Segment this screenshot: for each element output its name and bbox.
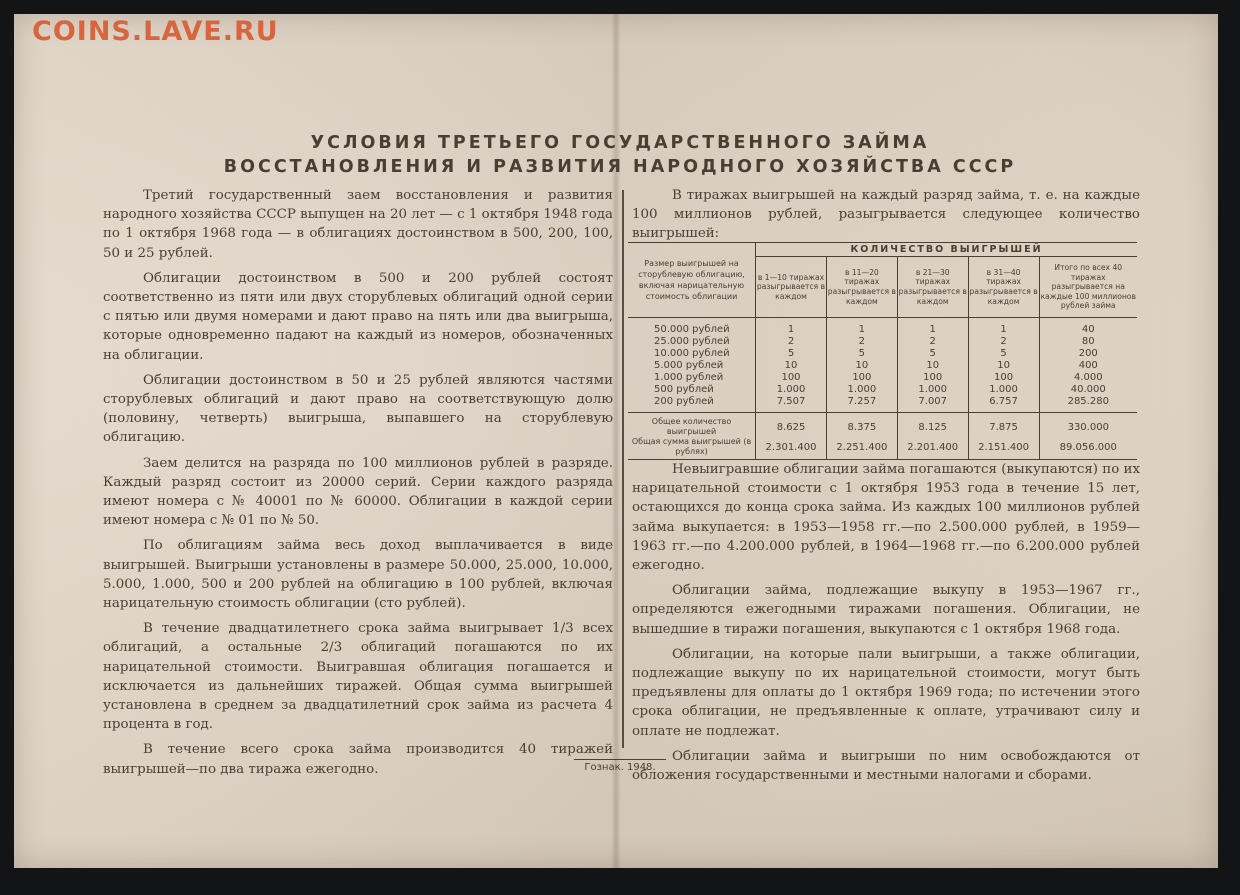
table-cell: 1.000 — [897, 384, 968, 396]
total-count-label: Общее количество выигрышей — [651, 417, 732, 436]
paragraph: Облигации, на которые пали выигрыши, а также облигации, подлежащие выкупу по их нарицательной стоимости, могут быть предъявлены для оплаты до 1 октября 1969 года; по истечении этого срока облигации, не предъявленные к оплате, утрачивают силу и оплате не подлежат. — [632, 646, 1140, 739]
table-cell: 2 — [968, 336, 1039, 348]
table-cell: 80 — [1039, 336, 1137, 348]
paragraph: В тиражах выигрышей на каждый разряд займа, т. е. на каждые 100 миллионов рублей, разыгрывается следующее количество выигрышей: — [632, 188, 1140, 242]
table-cell: 1 — [826, 318, 897, 337]
table-cell: 7.257 — [826, 396, 897, 413]
paragraph: Облигации займа и выигрыши по ним освобождаются от обложения государственными и местными налогами и сборами. — [632, 748, 1140, 784]
table-cell: 2.251.400 — [826, 437, 897, 460]
table-cell: 40.000 — [1039, 384, 1137, 396]
table-cell: 10 — [897, 360, 968, 372]
table-header-col: в 1—10 тиражах разыгрывается в каждом — [756, 257, 827, 318]
paragraph: В течение всего срока займа производится 40 тиражей выигрышей—по два тиража ежегодно. — [103, 742, 613, 777]
table-header-group: КОЛИЧЕСТВО ВЫИГРЫШЕЙ — [756, 243, 1137, 257]
table-cell: 330.000 — [1039, 413, 1137, 438]
table-cell: 25.000 рублей — [654, 336, 730, 347]
table-cell: 10 — [968, 360, 1039, 372]
table-cell: 7.875 — [968, 413, 1039, 438]
table-row — [628, 396, 1137, 413]
table-cell: 10.000 рублей — [654, 348, 730, 359]
printer-imprint-text: Гознак. 1948. — [574, 759, 665, 773]
table-cell: 400 — [1039, 360, 1137, 372]
paragraph: По облигациям займа весь доход выплачивается в виде выигрышей. Выигрыши установлены в размере 50.000, 25.000, 10.000, 5.000, 1.000, 500 и 200 рублей на облигацию в 100 рублей, включая нарицательную стоимость облигации (сто рублей). — [103, 538, 613, 612]
table-cell: 285.280 — [1039, 396, 1137, 413]
paragraph: Облигации достоинством в 500 и 200 рублей состоят соответственно из пяти или двух сторублевых облигаций одной серии с пятью или двумя номерами и дают право на пять или два выигрыша, которые одновременно падают на каждый из номеров, обозначенных на облигации. — [103, 270, 613, 363]
page-title-line-1: УСЛОВИЯ ТРЕТЬЕГО ГОСУДАРСТВЕННОГО ЗАЙМА — [310, 133, 930, 153]
table-cell: 100 — [756, 372, 827, 384]
table-cell: 1 — [756, 318, 827, 337]
table-cell: 40 — [1039, 318, 1137, 337]
column-divider — [622, 190, 624, 748]
paragraph: Невыигравшие облигации займа погашаются (выкупаются) по их нарицательной стоимости с 1 октября 1953 года в течение 15 лет, остающихся до конца срока займа. Из каждых 100 миллионов рублей займа выкупается: в 1953—1958 гг.—по 2.500.000 рублей, в 1959—1963 гг.—по 4.200.000 рублей, в 1964—1968 гг.—по 6.200.000 рублей ежегодно. — [632, 462, 1141, 574]
table-cell: 200 рублей — [628, 396, 756, 413]
table-cell: 1.000 рублей — [654, 372, 724, 383]
table-header-col: в 31—40 тиражах разыгрывается в каждом — [968, 257, 1039, 318]
table-cell: 100 — [968, 372, 1039, 384]
paragraph: Облигации займа, подлежащие выкупу в 1953—1967 гг., определяются ежегодными тиражами погашения. Облигации, не вышедшие в тиражи погашения, выкупаются с 1 октября 1968 года. — [632, 583, 1140, 637]
table-cell: 10 — [826, 360, 897, 372]
table-cell: 2 — [826, 336, 897, 348]
table-cell: 1.000 — [756, 384, 827, 396]
table-cell: 1 — [968, 318, 1039, 337]
table-cell: 200 — [1039, 348, 1137, 360]
table-total-row — [628, 413, 1137, 438]
table-cell: 100 — [897, 372, 968, 384]
table-cell: 5 — [897, 348, 968, 360]
table-cell: 2.201.400 — [897, 437, 968, 460]
site-watermark: COINS.LAVE.RU — [32, 16, 279, 47]
table-row — [628, 336, 1137, 348]
table-cell: 1 — [897, 318, 968, 337]
table-header-col: в 21—30 тиражах разыгрывается в каждом — [897, 257, 968, 318]
printer-imprint — [0, 762, 1240, 773]
table-cell: 2.301.400 — [756, 437, 827, 460]
table-cell: 2 — [756, 336, 827, 348]
left-column — [103, 186, 613, 785]
table-cell: 5.000 рублей — [654, 360, 724, 371]
table-cell: 4.000 — [1039, 372, 1137, 384]
table-cell: 5 — [968, 348, 1039, 360]
table-cell: 1.000 — [826, 384, 897, 396]
paragraph: Третий государственный заем восстановления и развития народного хозяйства СССР выпущен на 20 лет — с 1 октября 1948 года по 1 октября 1968 года — в облигациях достоинством в 500, 200, 100, 50 и 25 рублей. — [103, 188, 613, 261]
table-cell: 5 — [756, 348, 827, 360]
paragraph: Заем делится на разряда по 100 миллионов рублей в разряде. Каждый разряд состоит из 20000 серий. Серии каждого разряда имеют номера с № 40001 по № 60000. Облигации в каждой серии имеют номера с № 01 по № 50. — [103, 455, 613, 529]
table-header-col: в 11—20 тиражах разыгрывается в каждом — [826, 257, 897, 318]
table-cell: 2 — [897, 336, 968, 348]
table-cell: 100 — [826, 372, 897, 384]
table-cell: 7.007 — [897, 396, 968, 413]
table-cell: 7.507 — [756, 396, 827, 413]
table-header-col: Итого по всех 40 тиражах разыгрывается на каждые 100 миллионов рублей займа — [1039, 257, 1137, 318]
table-row — [628, 360, 1137, 372]
right-column-intro — [632, 186, 1140, 250]
table-row — [628, 372, 1137, 384]
table-cell: 2.151.400 — [968, 437, 1039, 460]
table-cell: 89.056.000 — [1039, 437, 1137, 460]
table-row — [628, 348, 1137, 360]
table-header-prize-size: Размер выигрышей на сторублевую облигацию, включая нарицательную стоимость облигации — [628, 243, 756, 318]
table-row — [628, 318, 1137, 337]
page-title-line-2: ВОССТАНОВЛЕНИЯ И РАЗВИТИЯ НАРОДНОГО ХОЗЯЙСТВА СССР — [223, 157, 1017, 177]
table-total-row — [628, 437, 1137, 460]
table-cell: 1.000 — [968, 384, 1039, 396]
table-cell: 8.375 — [826, 413, 897, 438]
table-cell: 10 — [756, 360, 827, 372]
table-cell: 8.125 — [897, 413, 968, 438]
right-column-body — [632, 460, 1140, 791]
table-cell: 500 рублей — [654, 384, 714, 395]
table-cell: 50.000 рублей — [654, 324, 730, 335]
winnings-table — [628, 242, 1137, 460]
paragraph: В течение двадцатилетнего срока займа выигрывает 1/3 всех облигаций, а остальные 2/3 облигаций погашаются по их нарицательной стоимости. Выигравшая облигация погашается и исключается из дальнейших тиражей. Общая сумма выигрышей установлена в среднем за двадцатилетний срок займа из расчета 4 процента в год. — [103, 621, 613, 733]
table-cell: 6.757 — [968, 396, 1039, 413]
table-cell: 8.625 — [756, 413, 827, 438]
table-cell: 5 — [826, 348, 897, 360]
table-row — [628, 384, 1137, 396]
total-sum-label: Общая сумма выигрышей (в рублях) — [628, 437, 756, 460]
paragraph: Облигации достоинством в 50 и 25 рублей являются частями сторублевых облигаций и дают право на соответствующую долю (половину, четверть) выигрыша, выпавшего на сторублевую облигацию. — [103, 372, 613, 446]
